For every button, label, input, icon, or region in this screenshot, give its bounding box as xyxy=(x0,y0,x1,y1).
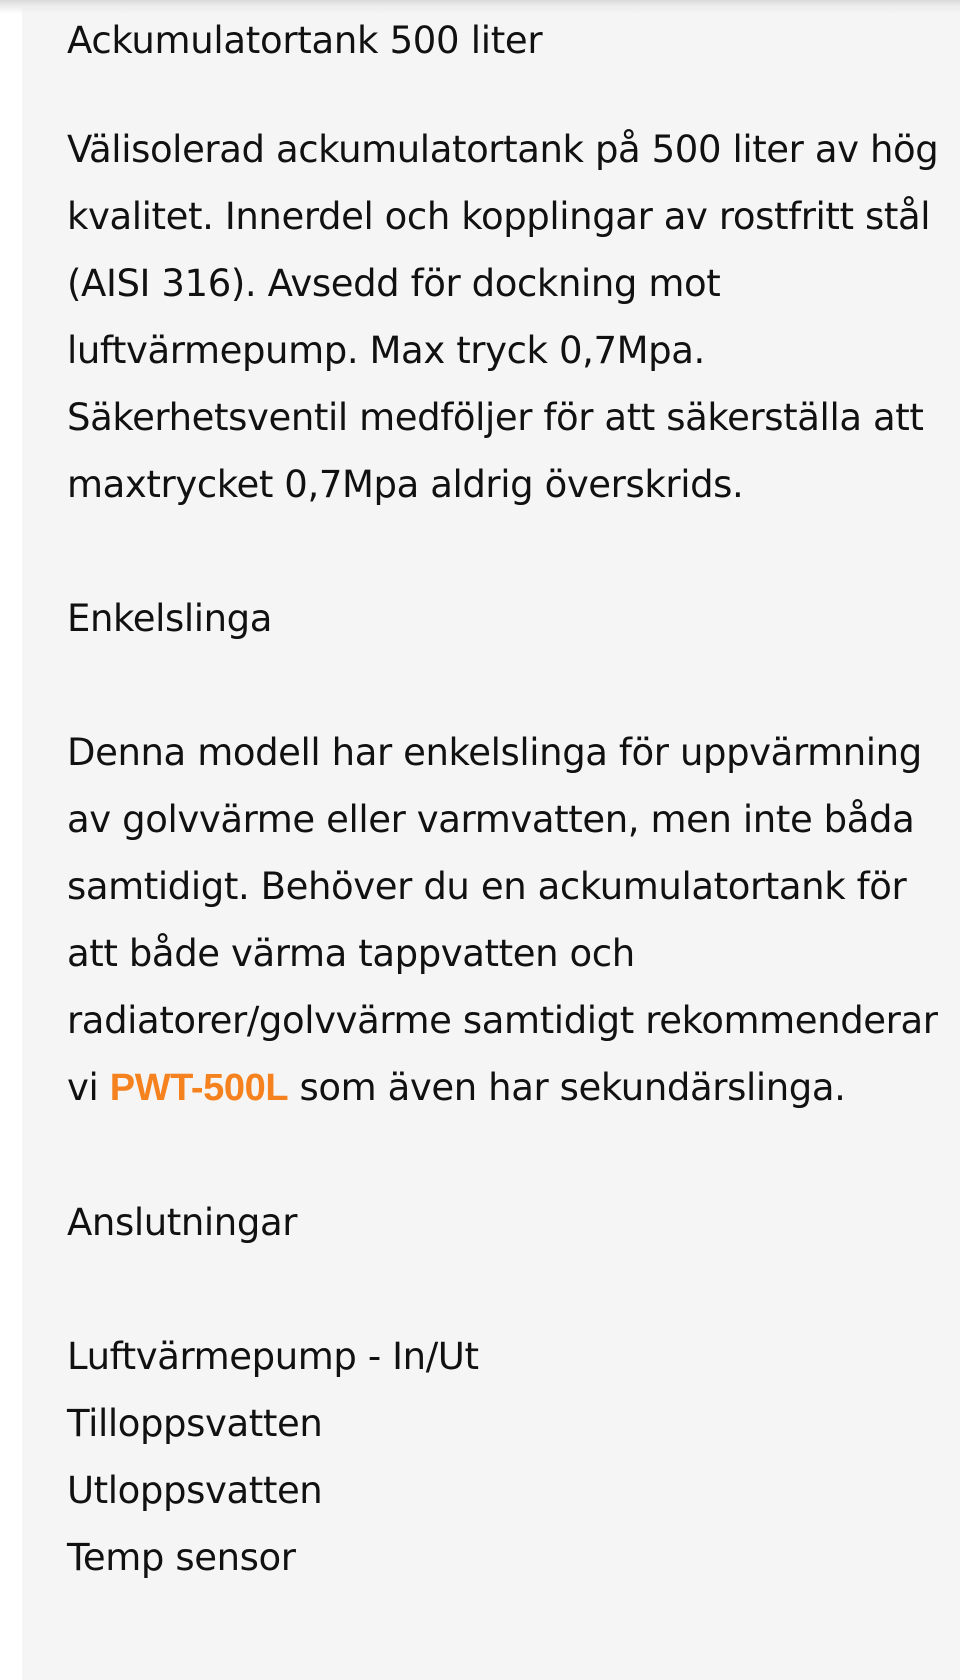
connections-heading: Anslutningar xyxy=(67,1201,298,1244)
connection-item: Tilloppsvatten xyxy=(67,1402,323,1445)
pwt-500l-link[interactable]: PWT-500L xyxy=(109,1067,289,1109)
product-description-panel xyxy=(22,0,960,1680)
top-shadow xyxy=(0,0,960,14)
connections-list xyxy=(67,1323,960,1591)
single-coil-text-before: Denna modell har enkelslinga för uppvärmning av golvvärme eller varmvatten, men inte båda samtidigt. Behöver du en ackumulatortank för att både värma tappvatten och radiatorer/golvvärme samtidigt rekommenderar vi xyxy=(67,731,938,1109)
single-coil-text-after: som även har sekundärslinga. xyxy=(288,1066,846,1109)
connection-item: Temp sensor xyxy=(67,1536,296,1579)
product-title: Ackumulatortank 500 liter xyxy=(67,19,543,62)
connection-item: Luftvärmepump - In/Ut xyxy=(67,1335,479,1378)
product-description: Välisolerad ackumulatortank på 500 liter av hög kvalitet. Innerdel och kopplingar av rostfritt stål (AISI 316). Avsedd för dockning mot luftvärmepump. Max tryck 0,7Mpa. Säkerhetsventil medföljer för att säkerställa att maxtrycket 0,7Mpa aldrig överskrids. xyxy=(67,128,939,506)
single-coil-heading: Enkelslinga xyxy=(67,597,273,640)
single-coil-text xyxy=(67,719,947,1122)
connection-item: Utloppsvatten xyxy=(67,1469,323,1512)
